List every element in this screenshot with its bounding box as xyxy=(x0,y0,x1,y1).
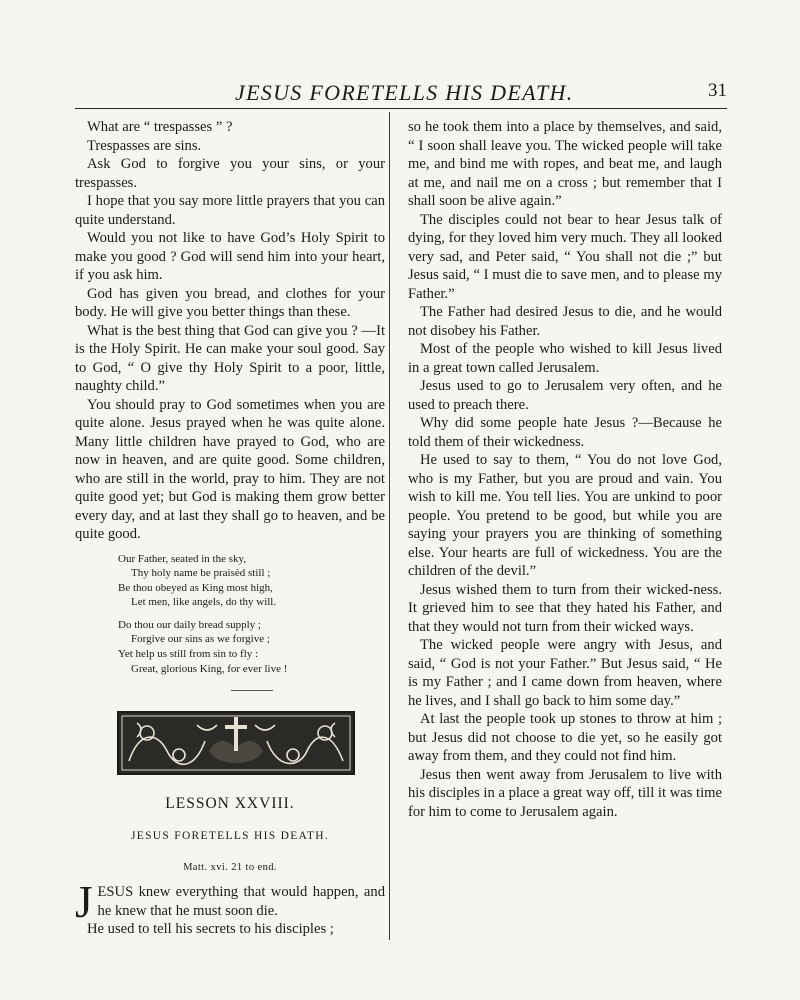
paragraph: You should pray to God sometimes when you are quite alone. Jesus prayed when he was quite alone. Many little children have prayed to God, who are now in heaven, and are quite good. Some children, who are still in the world, pray to him. They are not quite good yet; but God is making them grow better every day, and at last they shall go to heaven, and be quite good. xyxy=(75,396,385,542)
paragraph: Jesus used to go to Jerusalem very often, and he used to preach there. xyxy=(408,378,722,413)
running-header xyxy=(75,78,727,108)
lesson-opening xyxy=(75,877,385,939)
paragraph: Jesus then went away from Jerusalem to live with his disciples in a place a great way off, till it was time for him to come to Jerusalem again. xyxy=(408,766,722,820)
paragraph: What is the best thing that God can give you ? —It is the Holy Spirit. He can make your soul good. Say to God, “ O give thy Holy Spirit to a poor, little, naughty child.” xyxy=(75,322,385,394)
verse-line: Yet help us still from sin to fly : xyxy=(118,648,259,661)
hymn-verse xyxy=(75,552,385,677)
verse-line: Our Father, seated in the sky, xyxy=(118,552,247,565)
paragraph: Jesus wished them to turn from their wicked-ness. It grieved him to see that they hated his Father, and that they would not turn from their wicked ways. xyxy=(408,581,722,635)
scripture-reference: Matt. xvi. 21 to end. xyxy=(183,861,277,873)
paragraph: so he took them into a place by themselves, and said, “ I soon shall leave you. The wicked people will take me, and bind me with ropes, and beat me, and laugh at me, and nail me on a cross ; but remember that I shall soon be alive again.” xyxy=(408,119,722,209)
section-rule xyxy=(231,690,273,691)
running-title: JESUS FORETELLS HIS DEATH. xyxy=(235,80,574,105)
header-rule xyxy=(75,108,727,109)
verse-stanza xyxy=(75,618,385,676)
paragraph: Why did some people hate Jesus ?—Because he told them of their wickedness. xyxy=(408,415,722,450)
lesson-subtitle: JESUS FORETELLS HIS DEATH. xyxy=(130,830,329,843)
paragraph: The Father had desired Jesus to die, and he would not disobey his Father. xyxy=(408,304,722,339)
column-divider xyxy=(389,112,390,940)
paragraph: At last the people took up stones to throw at him ; but Jesus did not choose to die yet, so he easily got away from them, and they could not find him. xyxy=(408,711,722,764)
paragraph: Ask God to forgive you your sins, or your trespasses. xyxy=(75,156,385,191)
left-column xyxy=(75,118,385,939)
drop-cap: J xyxy=(75,877,93,928)
paragraph: ESUS knew everything that would happen, and he knew that he must soon die. xyxy=(97,884,385,919)
paragraph: God has given you bread, and clothes for your body. He will give you better things than these. xyxy=(75,285,385,320)
paragraph: I hope that you say more little prayers that you can quite understand. xyxy=(75,193,385,228)
verse-line: Be thou obeyed as King most high, xyxy=(118,581,273,594)
paragraph: The wicked people were angry with Jesus, and said, “ God is not your Father.” But Jesus said, “ He is my Father ; and I came down from heaven, where he lives, and I shall go back to him some day.” xyxy=(408,637,722,709)
verse-stanza xyxy=(75,552,385,610)
right-column xyxy=(408,118,722,821)
verse-line: Great, glorious King, for ever live ! xyxy=(131,662,288,675)
paragraph: Would you not like to have God’s Holy Spirit to make you good ? God will send him into your heart, if you ask him. xyxy=(75,230,385,283)
paragraph: He used to tell his secrets to his disciples ; xyxy=(87,921,334,938)
paragraph: He used to say to them, “ You do not love God, who is my Father, but you are proud and vain. You wish to kill me. You tell lies. You are unkind to poor people. You pretend to be good, but while you are saying your prayers you are thinking of something else. Your hearts are full of wickedness. You are the children of the devil.” xyxy=(408,452,722,579)
paragraph: Trespasses are sins. xyxy=(87,137,202,154)
paragraph: The disciples could not bear to hear Jesus talk of dying, for they loved him very much. They all looked very sad, and Peter said, “ You shall not die ;” but Jesus said, “ I must die to save men, and to please my Father.” xyxy=(408,211,722,302)
paragraph: Most of the people who wished to kill Jesus lived in a great town called Jerusalem. xyxy=(408,341,722,376)
paragraph: What are “ trespasses ” ? xyxy=(87,119,233,135)
verse-line: Forgive our sins as we forgive ; xyxy=(131,633,270,646)
lesson-title: LESSON XXVIII. xyxy=(165,794,295,812)
verse-line: Thy holy name be praisèd still ; xyxy=(131,567,271,580)
verse-line: Do thou our daily bread supply ; xyxy=(118,618,261,631)
ornamental-headpiece xyxy=(117,711,355,775)
page-number: 31 xyxy=(708,80,727,101)
verse-line: Let men, like angels, do thy will. xyxy=(131,596,277,609)
